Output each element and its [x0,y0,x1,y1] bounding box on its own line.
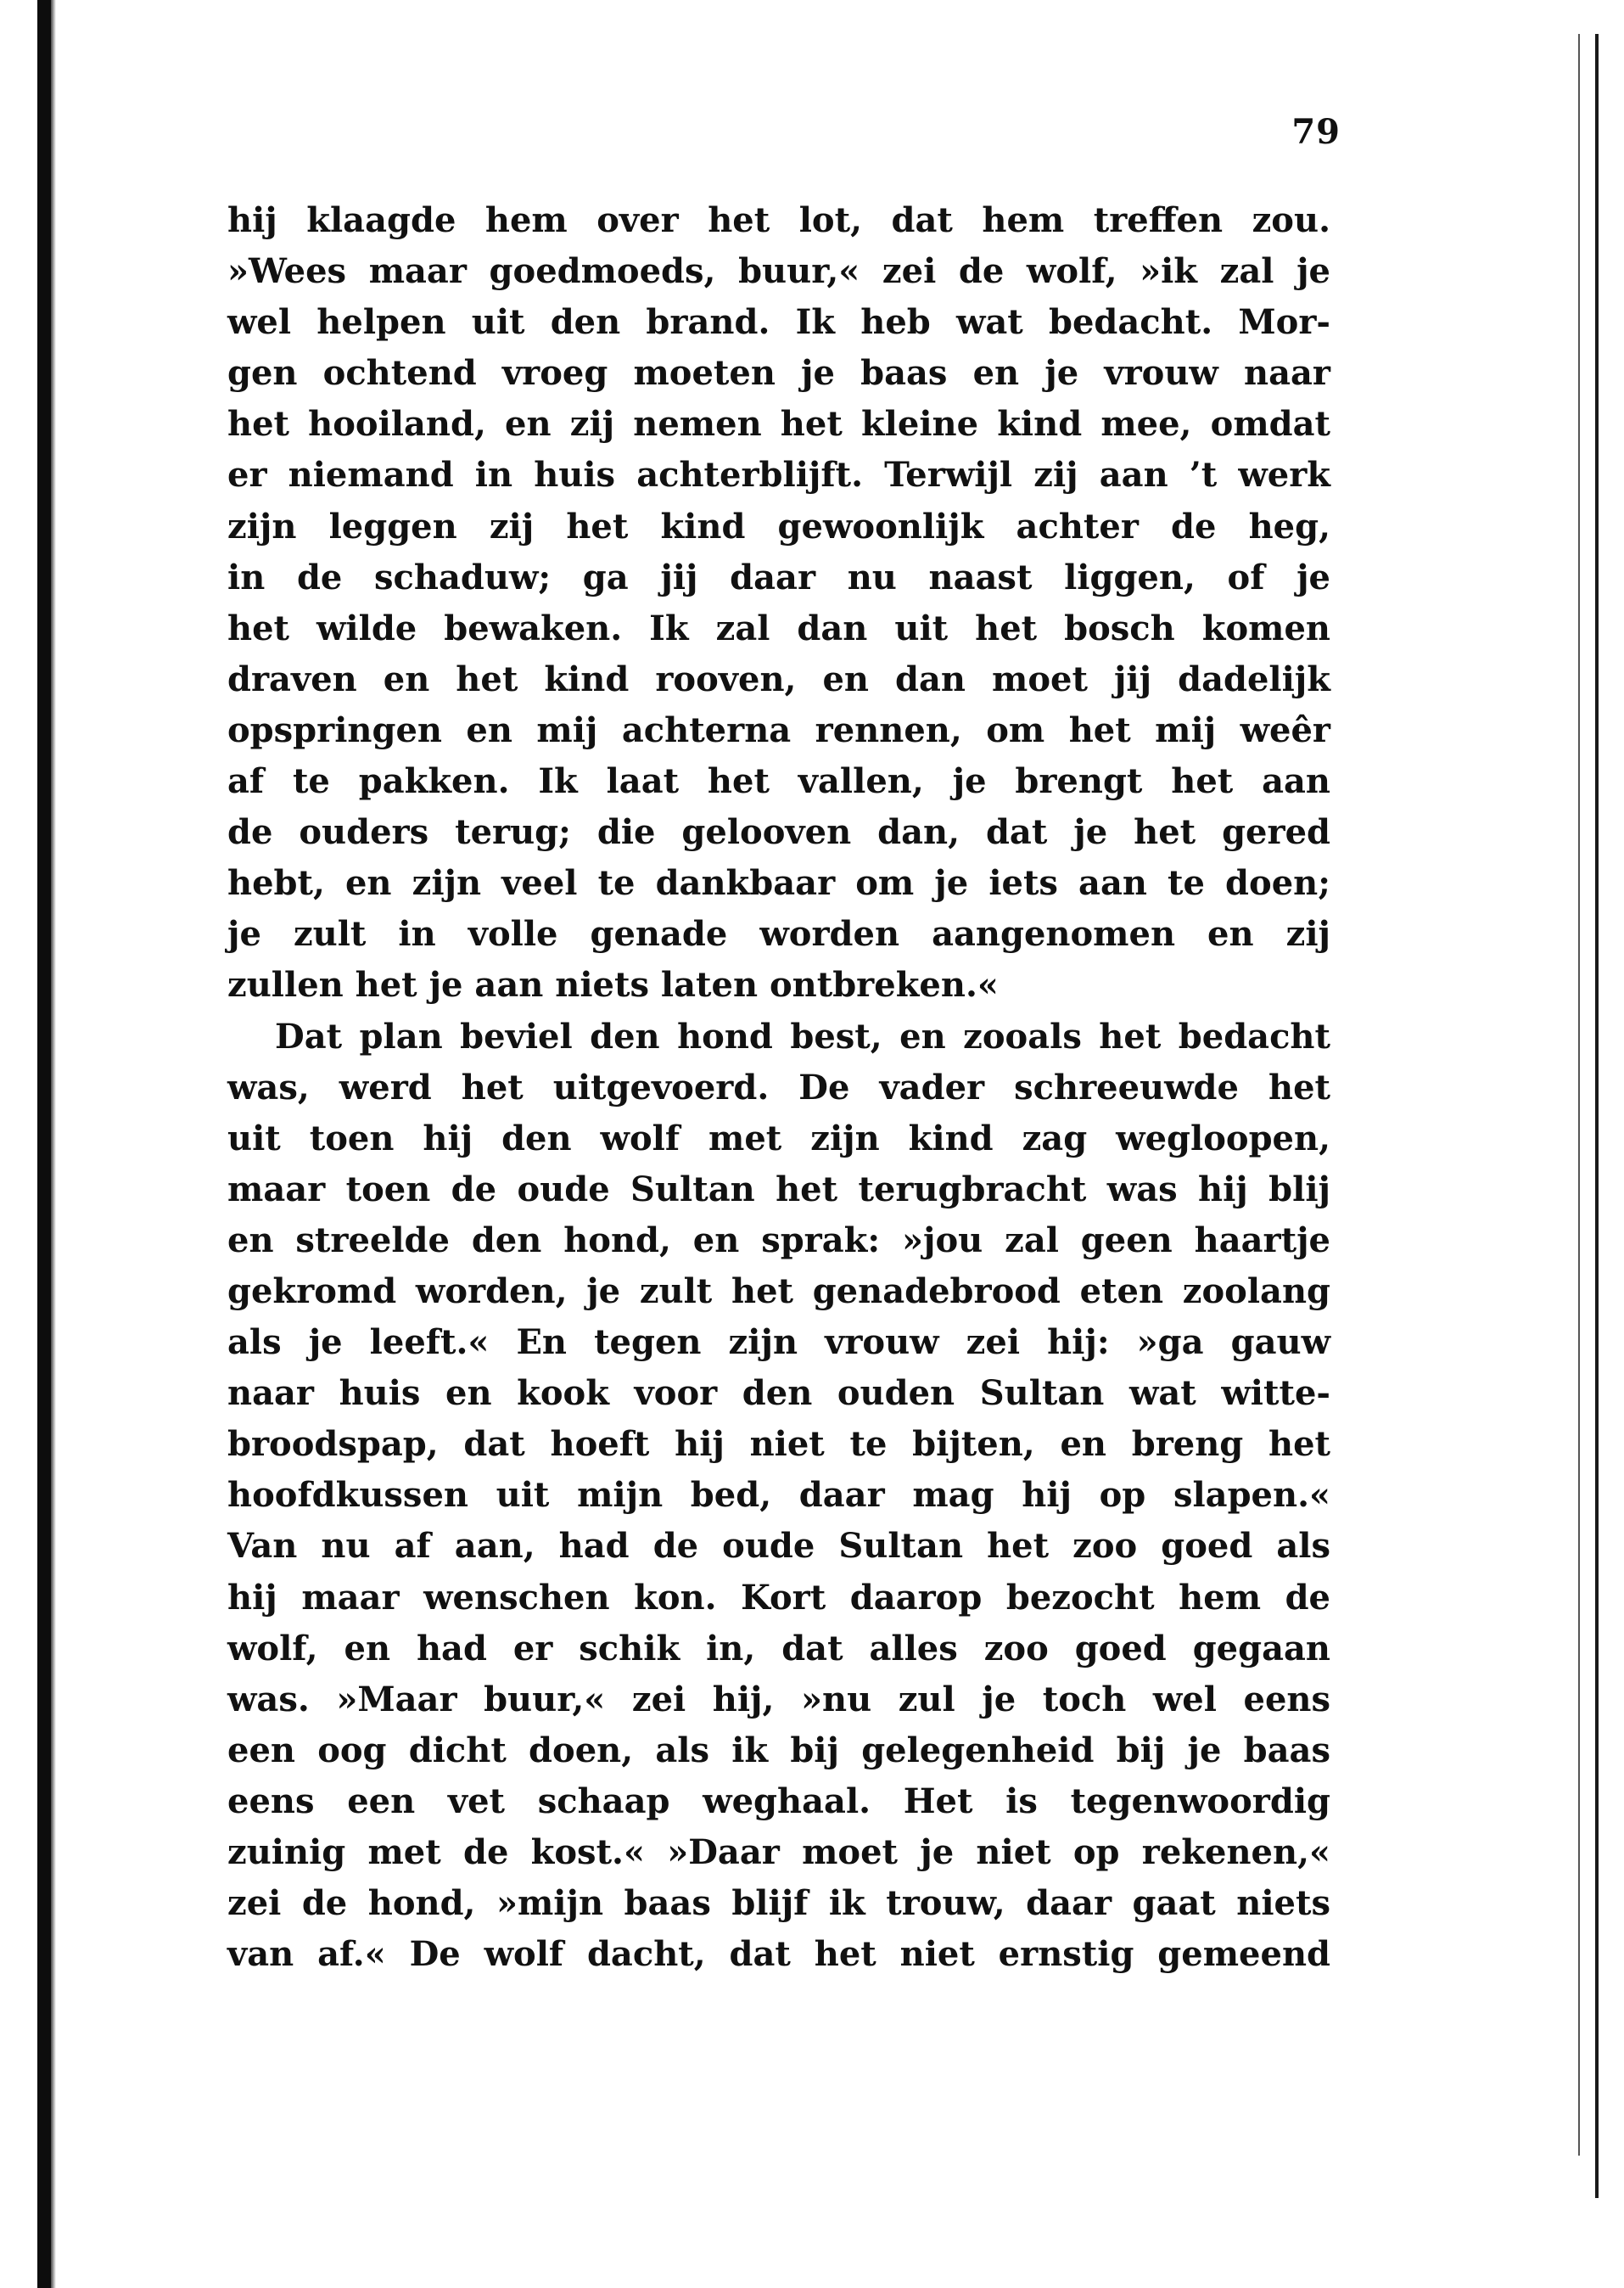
text-line: het hooiland, en zij nemen het kleine kind mee, omdat [227,404,1330,445]
text-line: gen ochtend vroeg moeten je baas en je vrouw naar [227,353,1330,394]
text-line: je zult in volle genade worden aangenomen en zij [227,914,1330,955]
paragraph-end-line: zullen het je aan niets laten ontbreken.« [227,965,999,1006]
scan-left-edge [37,0,51,2288]
text-line: van af.« De wolf dacht, dat het niet ernstig gemeend [227,1934,1330,1975]
text-line: hij klaagde hem over het lot, dat hem treffen zou. [227,200,1330,240]
text-line: hebt, en zijn veel te dankbaar om je iets aan te doen; [227,863,1330,904]
text-line: naar huis en kook voor den ouden Sultan wat witte- [227,1373,1330,1414]
text-line: hoofdkussen uit mijn bed, daar mag hij op slapen.« [227,1475,1330,1516]
text-line: zuinig met de kost.« »Daar moet je niet op rekenen,« [227,1832,1330,1872]
text-line: opspringen en mij achterna rennen, om het mij weêr [227,709,1330,750]
body-text [227,195,1330,1980]
text-line: af te pakken. Ik laat het vallen, je brengt het aan [227,761,1330,802]
text-line: was. »Maar buur,« zei hij, »nu zul je toch wel eens [227,1679,1330,1719]
text-line: broodspap, dat hoeft hij niet te bijten, en breng het [227,1424,1330,1465]
text-line: hij maar wenschen kon. Kort daarop bezocht hem de [227,1577,1330,1618]
text-line: eens een vet schaap weghaal. Het is tegenwoordig [227,1780,1330,1821]
text-line: was, werd het uitgevoerd. De vader schreeuwde het [227,1067,1330,1108]
text-line: wolf, en had er schik in, dat alles zoo goed gegaan [227,1628,1330,1668]
text-line: een oog dicht doen, als ik bij gelegenheid bij je baas [227,1730,1330,1770]
text-line: als je leeft.« En tegen zijn vrouw zei hij: »ga gauw [227,1322,1330,1363]
text-line: gekromd worden, je zult het genadebrood eten zoolang [227,1270,1330,1311]
text-line: er niemand in huis achterblijft. Terwijl zij aan ’t werk [227,455,1330,496]
text-line: »Wees maar goedmoeds, buur,« zei de wolf, »ik zal je [227,251,1330,292]
text-line: en streelde den hond, en sprak: »jou zal geen haartje [227,1220,1330,1260]
paragraph-start-line: Dat plan beviel den hond best, en zooals het bedacht [275,1016,1330,1057]
text-line: draven en het kind rooven, en dan moet jij dadelijk [227,659,1330,699]
scan-right-edge [1595,34,1599,2198]
text-line: zijn leggen zij het kind gewoonlijk achter de heg, [227,506,1330,547]
scan-left-shadow [51,0,56,2288]
page-number: 79 [1291,112,1341,152]
text-line: wel helpen uit den brand. Ik heb wat bedacht. Mor- [227,302,1330,343]
text-line: in de schaduw; ga jij daar nu naast liggen, of je [227,557,1330,597]
text-line: uit toen hij den wolf met zijn kind zag wegloopen, [227,1118,1330,1158]
text-line: Van nu af aan, had de oude Sultan het zoo goed als [227,1526,1330,1567]
text-line: zei de hond, »mijn baas blijf ik trouw, daar gaat niets [227,1883,1330,1924]
scan-right-rule-thin [1578,34,1580,2156]
text-line: de ouders terug; die gelooven dan, dat je het gered [227,812,1330,853]
text-line: maar toen de oude Sultan het terugbracht was hij blij [227,1169,1330,1209]
text-line: het wilde bewaken. Ik zal dan uit het bosch komen [227,608,1330,648]
